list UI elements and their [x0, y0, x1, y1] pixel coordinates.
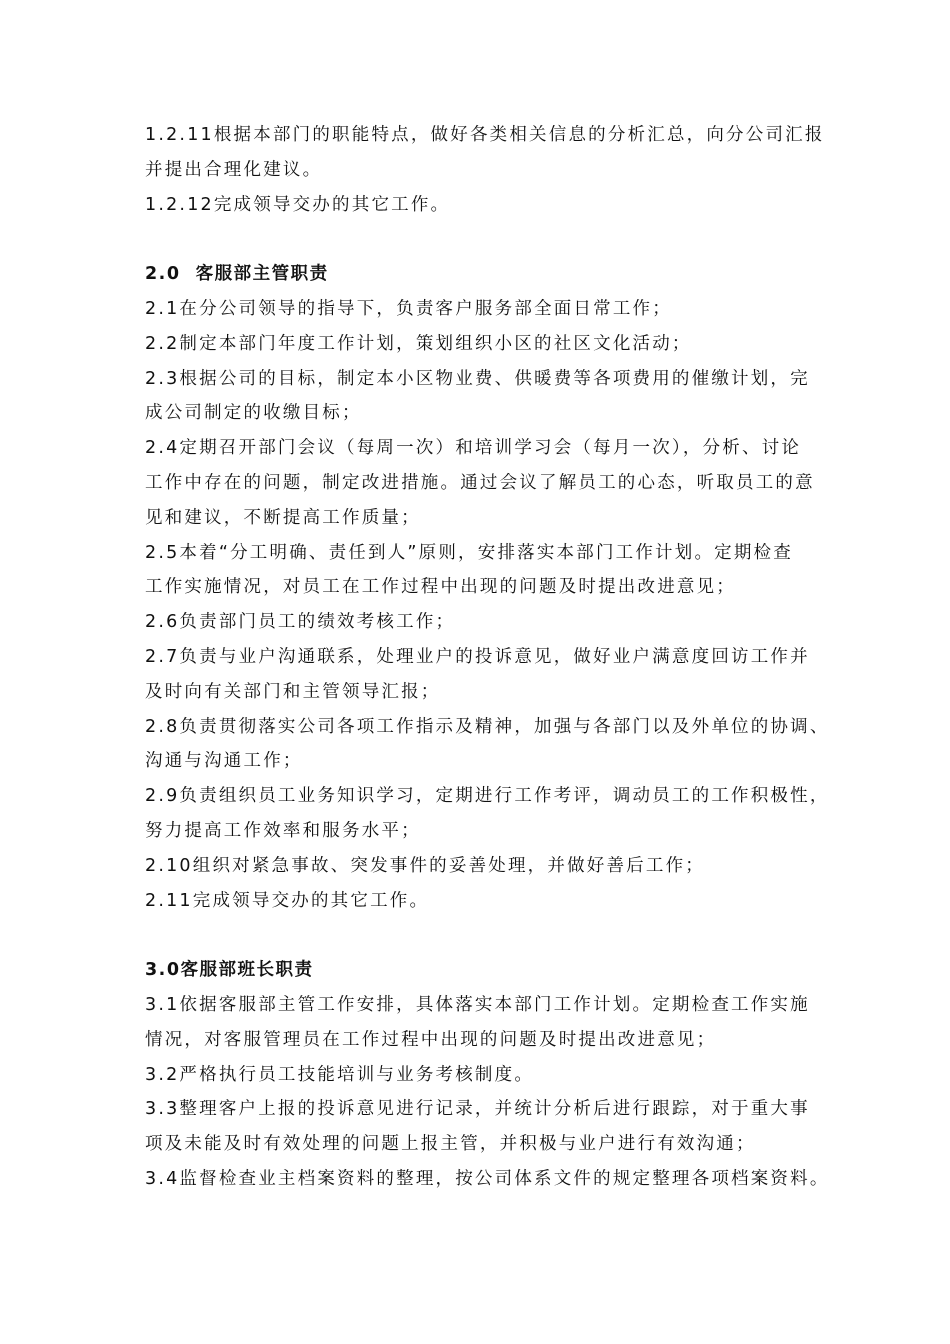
text-line: 3.1依据客服部主管工作安排，具体落实本部门工作计划。定期检查工作实施	[145, 994, 810, 1015]
text-line: 2.6负责部门员工的绩效考核工作；	[145, 612, 456, 633]
text-line: 3.3整理客户上报的投诉意见进行记录，并统计分析后进行跟踪，对于重大事	[145, 1099, 810, 1120]
text-line: 2.8负责贯彻落实公司各项工作指示及精神，加强与各部门以及外单位的协调、	[145, 716, 830, 737]
text-line: 并提出合理化建议。	[145, 159, 323, 180]
text-line: 2.3根据公司的目标，制定本小区物业费、供暖费等各项费用的催缴计划，完	[145, 368, 810, 389]
text-line: 及时向有关部门和主管领导汇报；	[145, 681, 441, 702]
text-line: 情况，对客服管理员在工作过程中出现的问题及时提出改进意见；	[145, 1029, 717, 1050]
text-line: 2.9负责组织员工业务知识学习，定期进行工作考评，调动员工的工作积极性，	[145, 786, 830, 807]
text-line: 2.4定期召开部门会议（每周一次）和培训学习会（每月一次），分析、讨论	[145, 438, 802, 459]
text-line: 3.2严格执行员工技能培训与业务考核制度。	[145, 1064, 535, 1085]
section-2	[145, 257, 830, 918]
text-line: 2.2制定本部门年度工作计划，策划组织小区的社区文化活动；	[145, 333, 692, 354]
paragraph-gap	[145, 222, 825, 257]
text-line: 工作中存在的问题，制定改进措施。通过会议了解员工的心态，听取员工的意	[145, 472, 815, 493]
text-line: 2.1在分公司领导的指导下，负责客户服务部全面日常工作；	[145, 298, 672, 319]
text-line: 见和建议，不断提高工作质量；	[145, 507, 421, 528]
text-line: 3.4监督检查业主档案资料的整理，按公司体系文件的规定整理各项档案资料。	[145, 1168, 830, 1189]
document-page	[145, 118, 830, 1197]
section-heading: 3.0客服部班长职责	[145, 960, 314, 981]
section-heading: 2.0 客服部主管职责	[145, 264, 329, 285]
text-line: 1.2.11根据本部门的职能特点，做好各类相关信息的分析汇总，向分公司汇报	[145, 125, 825, 145]
text-line: 项及未能及时有效处理的问题上报主管，并积极与业户进行有效沟通；	[145, 1134, 756, 1155]
text-line: 2.7负责与业户沟通联系，处理业户的投诉意见，做好业户满意度回访工作并	[145, 646, 810, 667]
text-line: 努力提高工作效率和服务水平；	[145, 820, 421, 841]
text-line: 成公司制定的收缴目标；	[145, 403, 362, 424]
section-1	[145, 118, 825, 222]
paragraph-gap	[145, 918, 825, 953]
text-line: 1.2.12完成领导交办的其它工作。	[145, 194, 451, 215]
text-line: 沟通与沟通工作；	[145, 751, 303, 772]
text-line: 工作实施情况，对员工在工作过程中出现的问题及时提出改进意见；	[145, 577, 736, 598]
text-line: 2.11完成领导交办的其它工作。	[145, 890, 430, 911]
text-line: 2.5本着“分工明确、责任到人”原则，安排落实本部门工作计划。定期检查	[145, 542, 793, 563]
section-3	[145, 953, 830, 1197]
text-line: 2.10组织对紧急事故、突发事件的妥善处理，并做好善后工作；	[145, 855, 705, 876]
